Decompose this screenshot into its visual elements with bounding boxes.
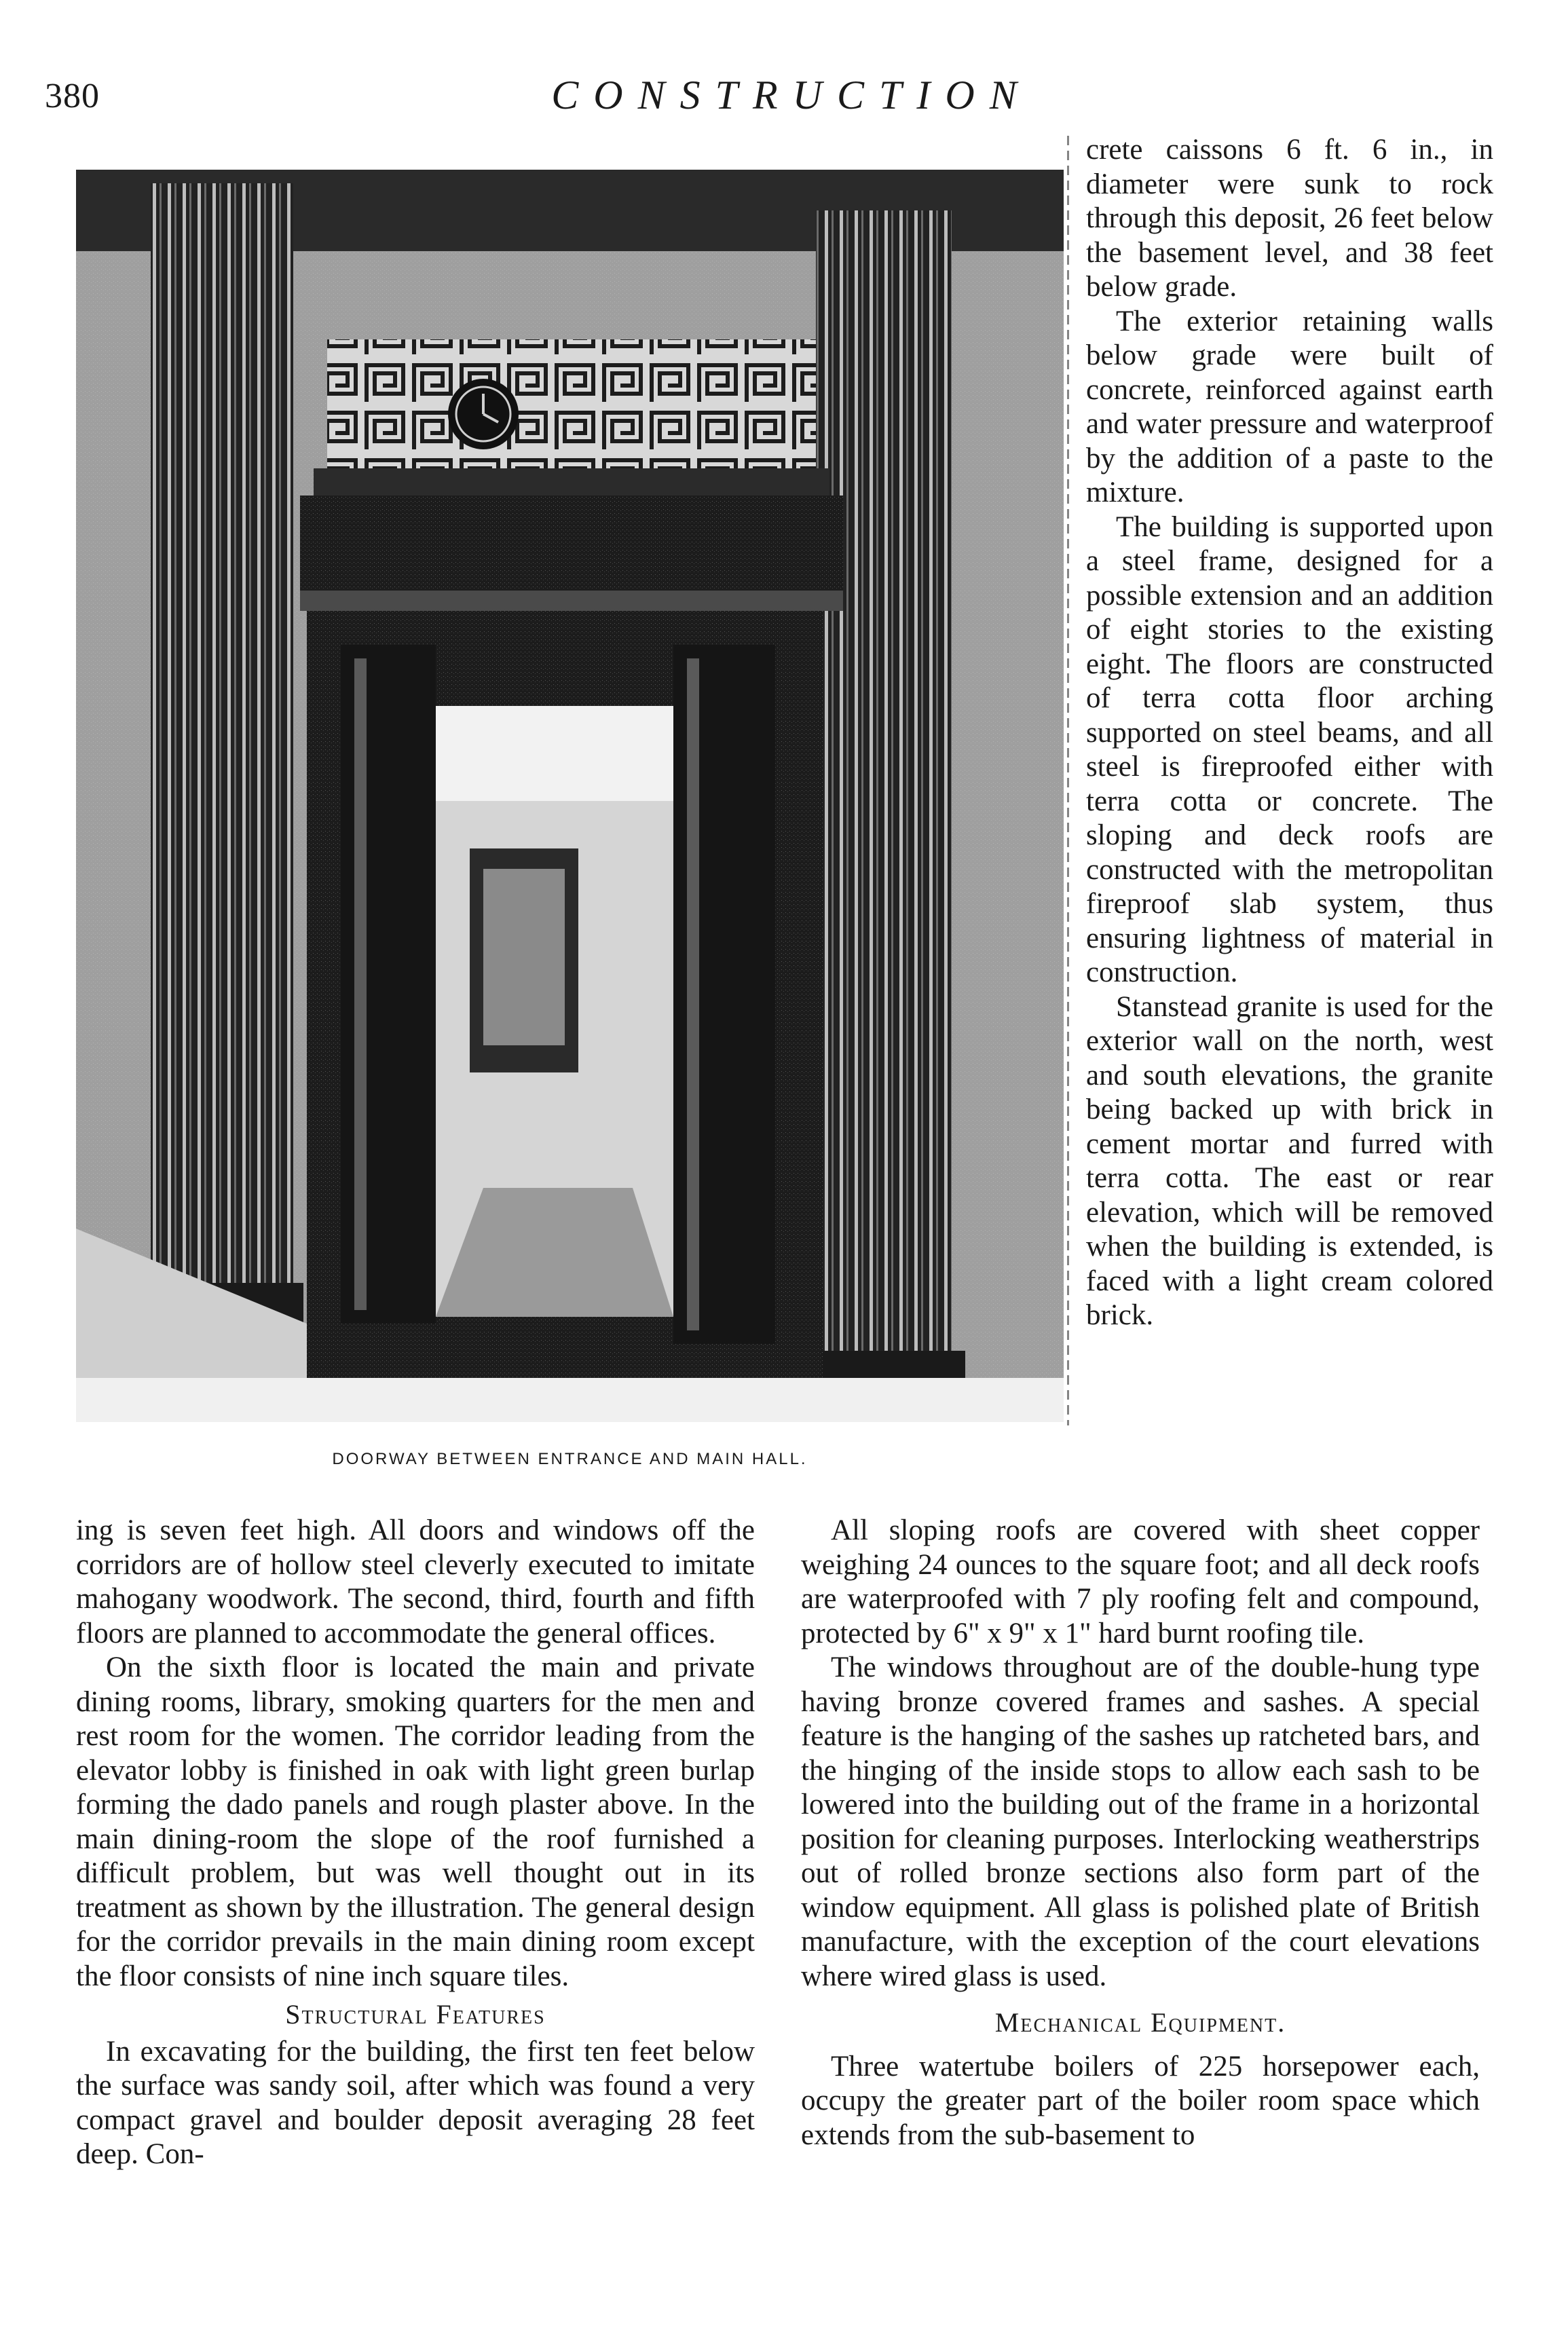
running-title: CONSTRUCTION bbox=[551, 73, 1032, 117]
figure-caption: DOORWAY BETWEEN ENTRANCE AND MAIN HALL. bbox=[332, 1450, 808, 1468]
paragraph: The windows throughout are of the double-hung type having bronze covered frames and sashes. A special feature is the hanging of the sashes up ratcheted bars, and the hinging of the inside stops to allow each sash to be lowered into the building out of the frame in a horizontal position for cleaning purposes. Interlocking weatherstrips out of rolled bronze sections also form part of the window equipment. All glass is polished plate of British manufacture, with the exception of the court elevations where wired glass is used. bbox=[801, 1651, 1480, 1992]
paragraph: crete caissons 6 ft. 6 in., in diameter were sunk to rock through this deposit, 26 feet below the basement level, and 38 feet below grade. bbox=[1086, 134, 1493, 303]
paragraph: The exterior retaining walls below grade were built of concrete, reinforced against earth and water pressure and waterproof by the addition of a paste to the mixture. bbox=[1086, 305, 1493, 508]
doorway-photograph bbox=[76, 170, 1064, 1422]
paragraph: In excavating for the building, the first ten feet below the surface was sandy soil, after which was found a very compact gravel and boulder deposit averaging 28 feet deep. Con- bbox=[76, 2035, 755, 2170]
section-heading: Mechanical Equipment. bbox=[994, 2007, 1286, 2038]
paragraph: All sloping roofs are covered with sheet copper weighing 24 ounces to the square foot; and all deck roofs are waterproofed with 7 ply roofing felt and compound, protected by 6" x 9" x 1" hard burnt roofing tile. bbox=[801, 1514, 1480, 1649]
paragraph: The building is supported upon a steel frame, designed for a possible extension and an addition of eight stories to the existing eight. The floors are constructed of terra cotta floor arching supported on steel beams, and all steel is fireproofed either with terra cotta or concrete. The sloping and deck roofs are constructed with the metropolitan fireproof slab system, thus ensuring lightness of material in construction. bbox=[1086, 510, 1493, 988]
left-column bbox=[151, 183, 293, 1296]
balcony-railing bbox=[327, 339, 816, 475]
section-heading: Structural Features bbox=[285, 1999, 546, 2030]
right-column-top bbox=[1086, 133, 1493, 1333]
right-column bbox=[816, 210, 952, 1364]
page-number: 380 bbox=[45, 77, 100, 115]
column-rule bbox=[1067, 136, 1069, 1425]
right-column-bottom bbox=[801, 1514, 1480, 2152]
paragraph: Three watertube boilers of 225 horsepower each, occupy the greater part of the boiler room space which extends from the sub-basement to bbox=[801, 2050, 1480, 2151]
paragraph: On the sixth floor is located the main and private dining rooms, library, smoking quarters for the men and rest room for the women. The corridor leading from the elevator lobby is finished in oak with light green burlap forming the dado panels and rough plaster above. In the main dining-room the slope of the roof furnished a difficult problem, but was well thought out in its treatment as shown by the illustration. The general design for the corridor prevails in the main dining room except the floor consists of nine inch square tiles. bbox=[76, 1651, 755, 1992]
left-column-bottom bbox=[76, 1514, 755, 2172]
paragraph: ing is seven feet high. All doors and windows off the corridors are of hollow steel cleverly executed to imitate mahogany woodwork. The second, third, fourth and fifth floors are planned to accommodate the general offices. bbox=[76, 1514, 755, 1649]
paragraph: Stanstead granite is used for the exterior wall on the north, west and south elevations, the granite being backed up with brick in cement mortar and furred with terra cotta. The east or rear elevation, which will be removed when the building is extended, is faced with a light cream colored brick. bbox=[1086, 990, 1493, 1331]
